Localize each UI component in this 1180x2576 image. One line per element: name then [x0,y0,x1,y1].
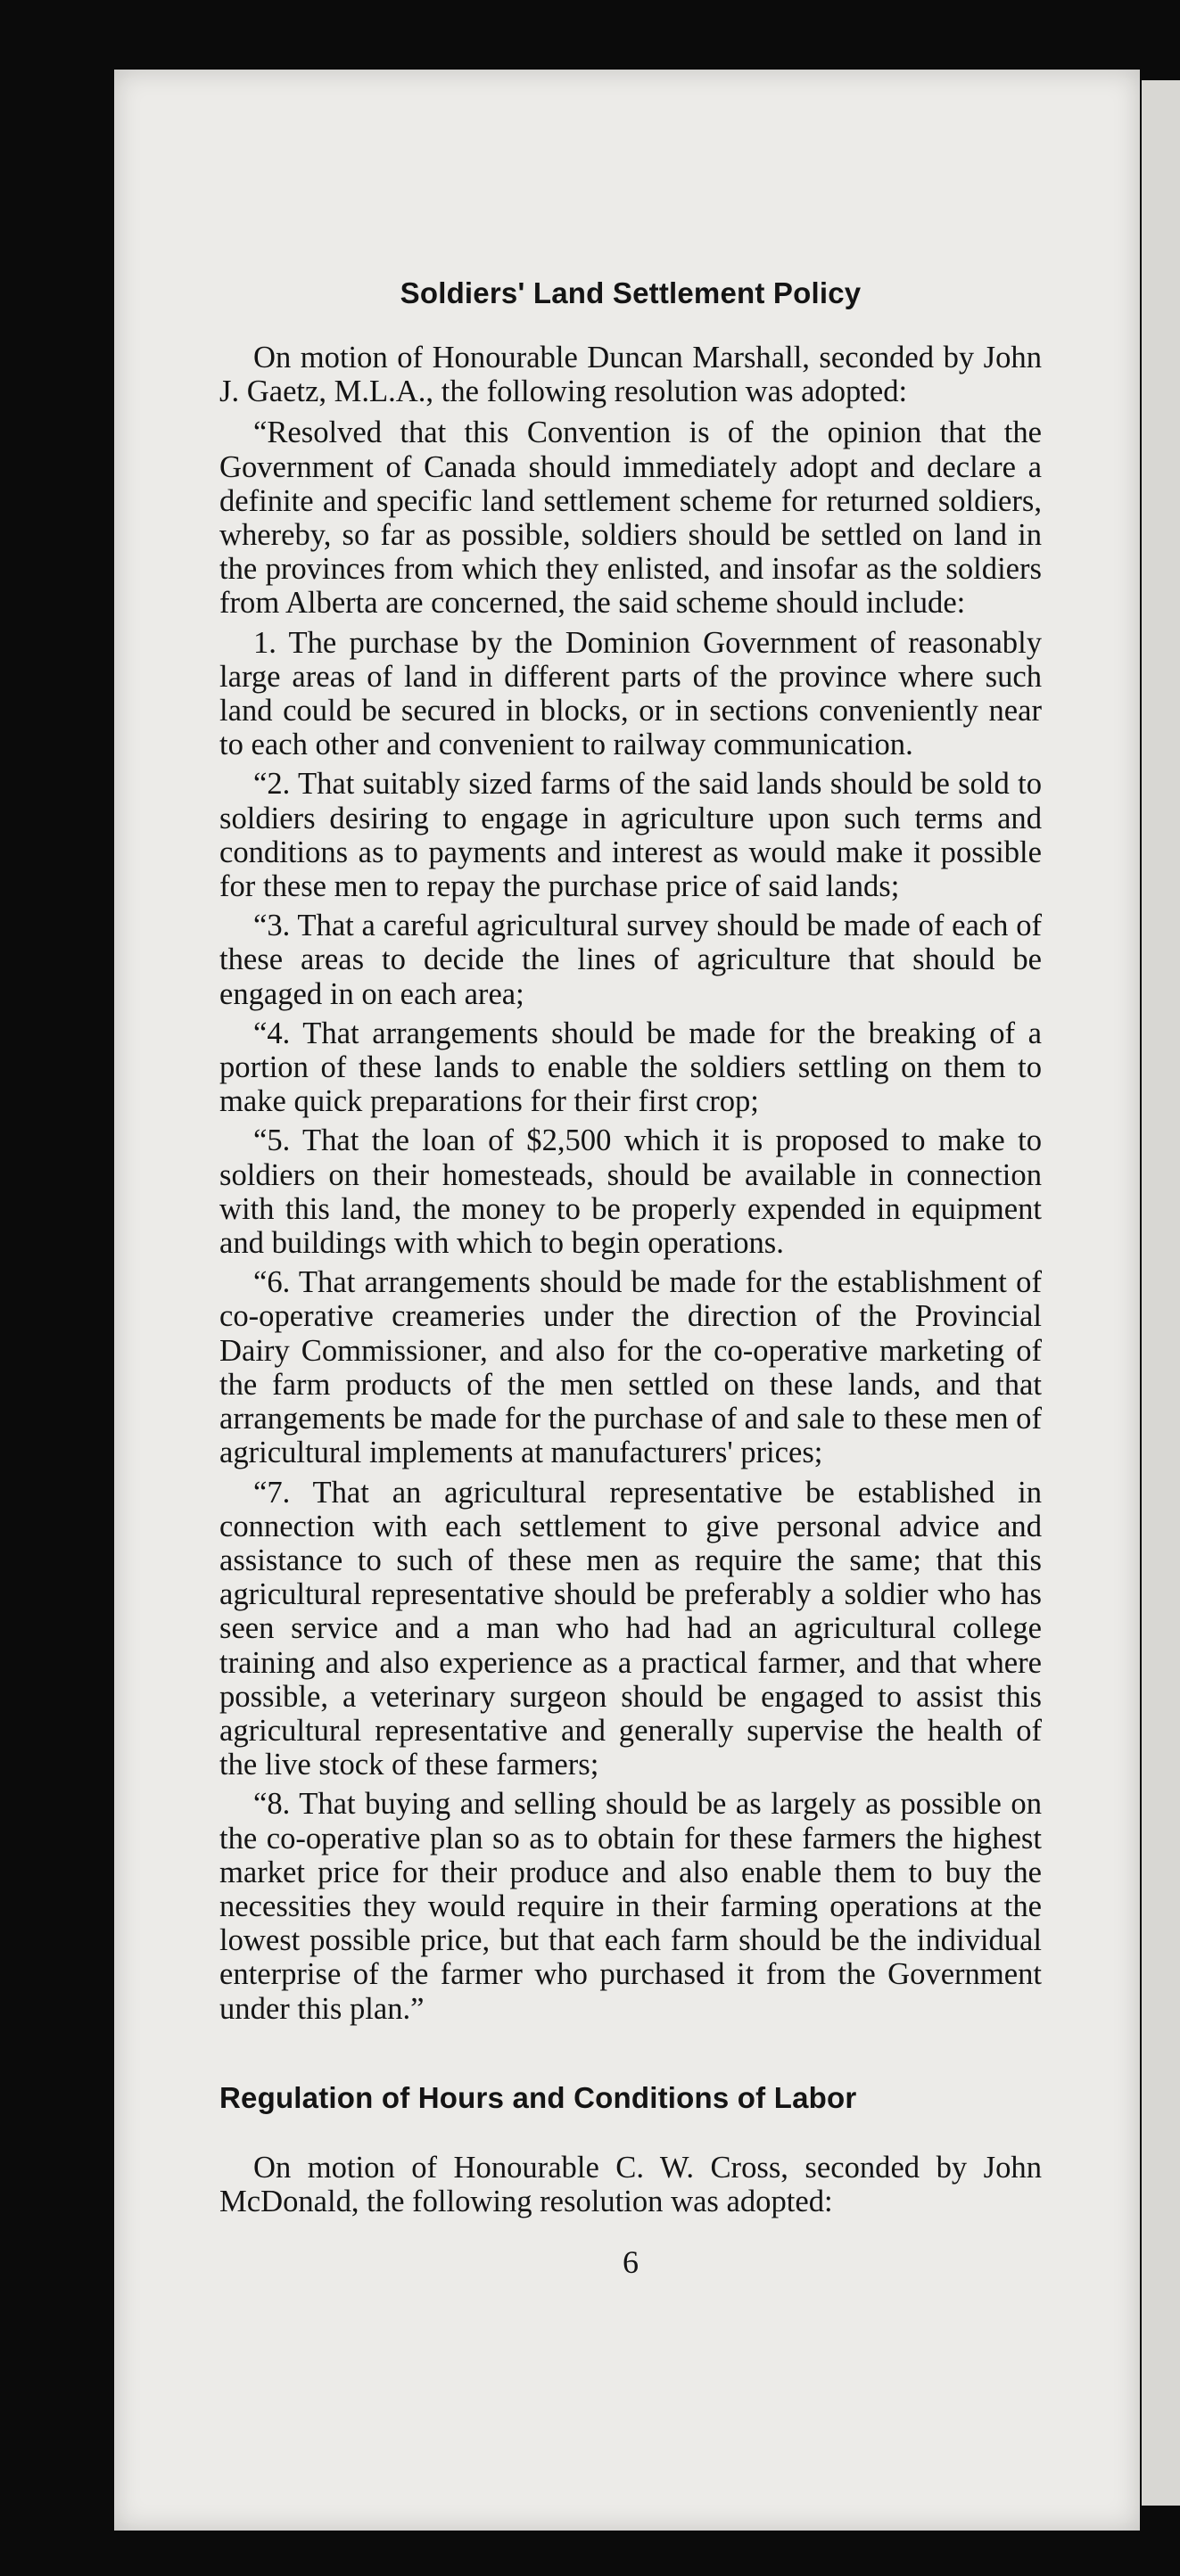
paragraph-item-7: “7. That an agricultural representative be established in connection with each settlement to give personal advice and assistance to such of these men as require the same; that this agricultural representative should be preferably a soldier who has seen service and a man who had had an agricultural college training and also experience as a practical farmer, and that where possible, a veterinary surgeon should be engaged to assist this agricultural representative and generally supervise the health of the live stock of these farmers; [219,1475,1042,1782]
paragraph-item-4: “4. That arrangements should be made for the breaking of a portion of these lands to enable the soldiers settling on them to make quick preparations for their first crop; [219,1016,1042,1119]
paragraph-item-5: “5. That the loan of $2,500 which it is proposed to make to soldiers on their homesteads, should be available in connection with this land, the money to be properly expended in equipment and buildings with which to begin operations. [219,1123,1042,1261]
paragraph-resolved: “Resolved that this Convention is of the opinion that the Government of Canada should immediately adopt and declare a definite and specific land settlement scheme for returned soldiers, whereby, so far as possible, soldiers should be settled on land in the provinces from which they enlisted, and insofar as the soldiers from Alberta are concerned, the said scheme should include: [219,416,1042,621]
paragraph-item-8: “8. That buying and selling should be as largely as possible on the co-operative plan so as to obtain for these farmers the highest market price for their produce and also enable them to buy the necessities they would require in their farming operations at the lowest possible price, but that each farm should be the individual enterprise of the farmer who purchased it from the Government under this plan.” [219,1787,1042,2026]
document-page [114,70,1140,2531]
paragraph-item-3: “3. That a careful agricultural survey should be made of each of these areas to decide the lines of agriculture that should be engaged in on each area; [219,909,1042,1011]
paragraph-item-2: “2. That suitably sized farms of the said lands should be sold to soldiers desiring to engage in agriculture upon such terms and conditions as to payments and interest as would make it possible for these men to repay the purchase price of said lands; [219,767,1042,904]
section-heading-soldiers-land-settlement: Soldiers' Land Settlement Policy [400,276,862,309]
page-number: 6 [623,2244,639,2281]
paragraph-motion-intro: On motion of Honourable Duncan Marshall, seconded by John J. Gaetz, M.L.A., the following resolution was adopted: [219,341,1042,409]
paragraph-item-1: 1. The purchase by the Dominion Government of reasonably large areas of land in different parts of the province where such land could be secured in blocks, or in sections conveniently near to each other and convenient to railway communication. [219,625,1042,762]
page-content [219,202,1042,2281]
paragraph-item-6: “6. That arrangements should be made for the establishment of co-operative creameries under the direction of the Provincial Dairy Commissioner, and also for the co-operative marketing of the farm products of the men settled on these lands, and that arrangements be made for the purchase of and sale to these men of agricultural implements at manufacturers' prices; [219,1265,1042,1470]
adjacent-page-edge [1142,80,1180,2506]
section-heading-regulation-of-hours: Regulation of Hours and Conditions of Labor [219,2080,857,2114]
paragraph-motion-cross: On motion of Honourable C. W. Cross, seconded by John McDonald, the following resolution was adopted: [219,2150,1042,2218]
